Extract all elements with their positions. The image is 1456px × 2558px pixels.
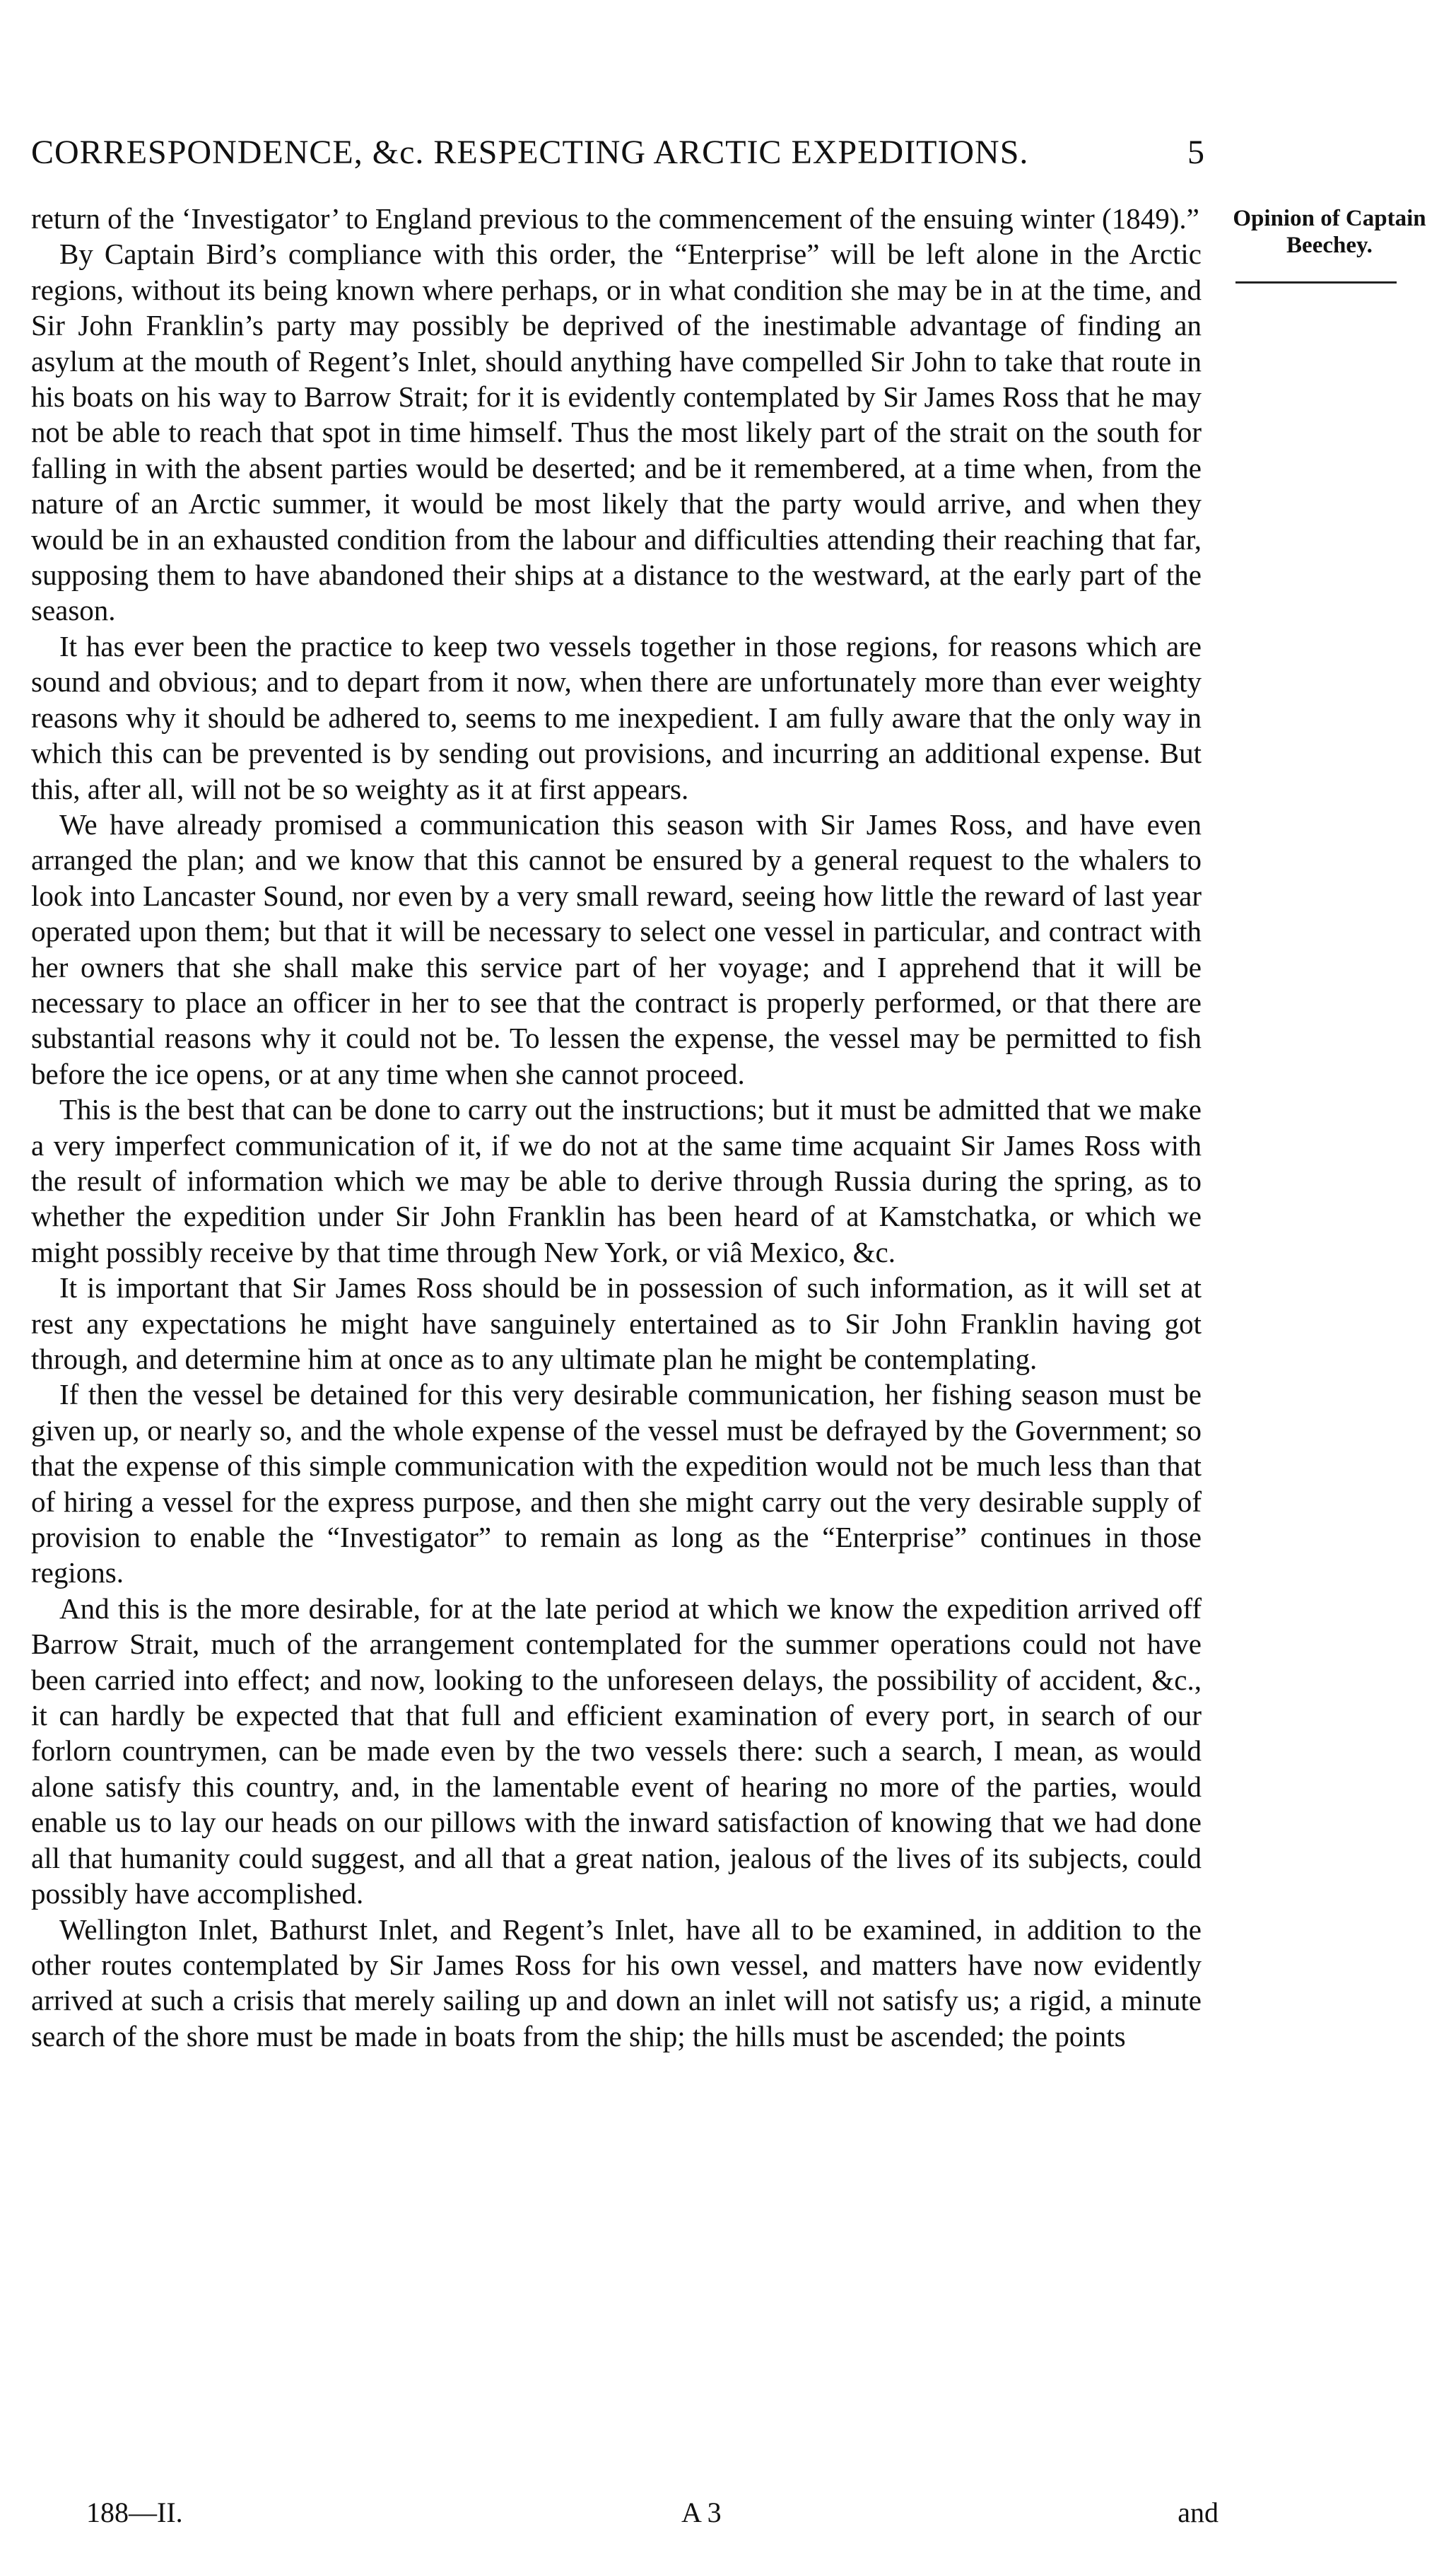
paragraph-9	[31, 1912, 1202, 2055]
sheet-id: 188—II.	[86, 2496, 183, 2528]
paragraph-8	[31, 1591, 1202, 1912]
paragraph-4	[31, 807, 1202, 1092]
catchword: and	[1178, 2496, 1219, 2528]
page-number: 5	[1187, 134, 1204, 171]
paragraph-2	[31, 236, 1202, 628]
margin-rule	[1235, 281, 1397, 284]
paragraph-1	[31, 201, 1202, 236]
paragraph-text: It is important that Sir James Ross should be in possession of such information, as it will set at rest any expectations he might have sanguinely entertained as to Sir John Franklin having got through, and determine him at once as to any ultimate plan he might be contemplating.	[31, 1271, 1202, 1375]
paragraph-text: By Captain Bird’s compliance with this order, the “Enterprise” will be left alone in the Arctic regions, without its being known where perhaps, or in what condition she may be in at the time, and Sir John Franklin’s party may possibly be deprived of the inestimable advantage of finding an asylum at the mouth of Regent’s Inlet, should anything have compelled Sir John to take that route in his boats on his way to Barrow Strait; for it is evidently contemplated by Sir James Ross that he may not be able to reach that spot in time himself. Thus the most likely part of the strait on the south for falling in with the absent parties would be deserted; and be it remembered, at a time when, from the nature of an Arctic summer, it would be most likely that the party would arrive, and when they would be in an exhausted condition from the labour and difficulties attending their reaching that far, supposing them to have abandoned their ships at a distance to the westward, at the early part of the season.	[31, 238, 1202, 627]
paragraph-5	[31, 1092, 1202, 1270]
page-footer	[31, 2496, 1219, 2531]
paragraph-text: If then the vessel be detained for this very desirable communication, her fishing season must be given up, or nearly so, and the whole expense of the vessel must be defrayed by the Government; so that the expense of this simple communication with the expedition would not be much less than that of hiring a vessel for the express purpose, and then she might carry out the very desirable supply of provision to enable the “Investigator” to remain as long as the “Enterprise” continues in those regions.	[31, 1378, 1202, 1589]
main-text-column	[31, 201, 1202, 2054]
paragraph-text: And this is the more desirable, for at the late period at which we know the expedition arrived off Barrow Strait, much of the arrangement contemplated for the summer operations could not have been carried into effect; and now, looking to the unforeseen delays, the possibility of accident, &c., it can hardly be expected that that full and efficient examination of every port, in search of our forlorn countrymen, can be made even by the two vessels there: such a search, I mean, as would alone satisfy this country, and, in the lamentable event of hearing no more of the parties, would enable us to lay our heads on our pillows with the inward satisfaction of knowing that we had done all that humanity could suggest, and all that a great nation, jealous of the lives of its subjects, could possibly have accomplished.	[31, 1592, 1202, 1910]
page-header	[31, 133, 1204, 178]
paragraph-7	[31, 1377, 1202, 1590]
paragraph-text: It has ever been the practice to keep two vessels together in those regions, for reasons which are sound and obvious; and to depart from it now, when there are unfortunately more than ever weighty reasons why it should be adhered to, seems to me inexpedient. I am fully aware that the only way in which this can be prevented is by sending out provisions, and incurring an additional expense. But this, after all, will not be so weighty as it at first appears.	[31, 629, 1202, 805]
printer-signature: A 3	[681, 2496, 722, 2528]
paragraph-text: We have already promised a communication this season with Sir James Ross, and have even arranged the plan; and we know that this cannot be ensured by a general request to the whalers to look into Lancaster Sound, nor even by a very small reward, seeing how little the reward of last year operated upon them; but that it will be necessary to select one vessel in particular, and contract with her owners that she shall make this service part of her voyage; and I apprehend that it will be necessary to place an officer in her to see that the contract is properly performed, or that there are substantial reasons why it could not be. To lessen the expense, the vessel may be permitted to fish before the ice opens, or at any time when she cannot proceed.	[31, 807, 1202, 1090]
paragraph-3	[31, 629, 1202, 807]
paragraph-text: Wellington Inlet, Bathurst Inlet, and Regent’s Inlet, have all to be examined, in addition to the other routes contemplated by Sir James Ross for his own vessel, and matters have now evidently arrived at such a crisis that merely sailing up and down an inlet will not satisfy us; a rigid, a minute search of the shore must be made in boats from the ship; the hills must be ascended; the points	[31, 1912, 1202, 2052]
paragraph-6	[31, 1270, 1202, 1377]
paragraph-text: This is the best that can be done to carry out the instructions; but it must be admitted that we make a very imperfect communication of it, if we do not at the same time acquaint Sir James Ross with the result of information which we may be able to derive through Russia during the spring, as to whether the expedition under Sir John Franklin has been heard of at Kamstchatka, or which we might possibly receive by that time through New York, or viâ Mexico, &c.	[31, 1093, 1202, 1268]
paragraph-text: return of the ‘Investigator’ to England previous to the commencement of the ensuing winter (1849).”	[31, 202, 1199, 235]
margin-note: Opinion of Captain Beechey.	[1233, 206, 1426, 258]
running-title: CORRESPONDENCE, &c. RESPECTING ARCTIC EXPEDITIONS.	[31, 134, 1029, 171]
